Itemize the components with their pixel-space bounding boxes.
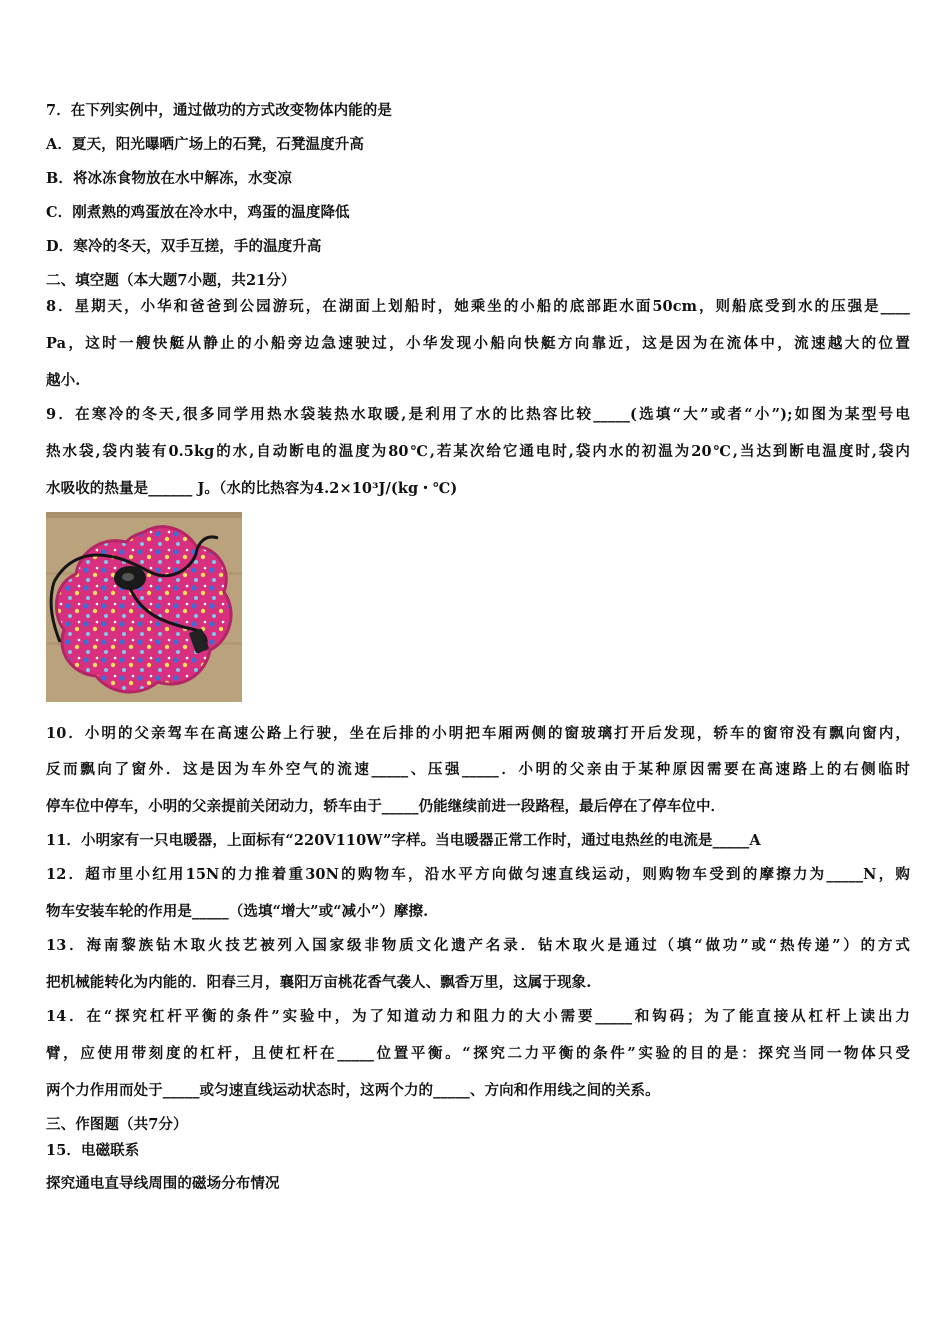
q12-line-2: 物车安装车轮的作用是_____（选填“增大”或“减小”）摩擦. bbox=[46, 903, 429, 920]
q7-option-c: C．刚煮熟的鸡蛋放在冷水中，鸡蛋的温度降低 bbox=[46, 204, 350, 221]
q13-line-1: 13．海南黎族钻木取火技艺被列入国家级非物质文化遗产名录．钻木取火是通过（填“做功”或“热传递”）的方式 bbox=[46, 937, 910, 954]
q14-line-1: 14．在“探究杠杆平衡的条件”实验中，为了知道动力和阻力的大小需要_____和钩码；为了能直接从杠杆上读出力 bbox=[46, 1008, 910, 1025]
q7-option-d: D．寒冷的冬天，双手互搓，手的温度升高 bbox=[46, 238, 322, 255]
q7-stem: 7．在下列实例中，通过做功的方式改变物体内能的是 bbox=[46, 102, 392, 119]
q9-line-2: 热水袋,袋内装有0.5kg的水,自动断电的温度为80℃,若某次给它通电时,袋内水的初温为20℃,当达到断电温度时,袋内 bbox=[46, 443, 910, 460]
q8-line-2: Pa，这时一艘快艇从静止的小船旁边急速驶过，小华发现小船向快艇方向靠近，这是因为在流体中，流速越大的位置 bbox=[46, 335, 910, 352]
hot-water-bag-photo bbox=[46, 512, 242, 702]
section-3-heading: 三、作图题（共7分） bbox=[46, 1116, 188, 1133]
q10-line-1: 10．小明的父亲驾车在高速公路上行驶，坐在后排的小明把车厢两侧的窗玻璃打开后发现，轿车的窗帘没有飘向窗内， bbox=[46, 725, 910, 742]
section-2-heading: 二、填空题（本大题7小题，共21分） bbox=[46, 272, 296, 289]
hot-water-bag-illustration bbox=[46, 512, 242, 702]
q10-line-2: 反而飘向了窗外．这是因为车外空气的流速_____、压强_____．小明的父亲由于某种原因需要在高速路上的右侧临时 bbox=[46, 761, 910, 778]
q8-line-1: 8．星期天，小华和爸爸到公园游玩，在湖面上划船时，她乘坐的小船的底部距水面50cm，则船底受到水的压强是____ bbox=[46, 298, 910, 315]
q9-line-1: 9．在寒冷的冬天,很多同学用热水袋装热水取暖,是利用了水的比热容比较_____(选填“大”或者“小”);如图为某型号电 bbox=[46, 406, 910, 423]
q12-line-1: 12．超市里小红用15N的力推着重30N的购物车，沿水平方向做匀速直线运动，则购物车受到的摩擦力为_____N，购 bbox=[46, 866, 910, 883]
q7-option-a: A．夏天，阳光曝晒广场上的石凳，石凳温度升高 bbox=[46, 136, 364, 153]
q7-option-b: B．将冰冻食物放在水中解冻，水变凉 bbox=[46, 170, 292, 187]
q14-line-3: 两个力作用而处于_____或匀速直线运动状态时，这两个力的_____、方向和作用线之间的关系。 bbox=[46, 1082, 660, 1099]
q15-stem: 15．电磁联系 bbox=[46, 1142, 140, 1159]
q13-line-2: 把机械能转化为内能的．阳春三月，襄阳万亩桃花香气袭人、飘香万里，这属于现象. bbox=[46, 974, 592, 991]
q10-line-3: 停车位中停车，小明的父亲提前关闭动力，轿车由于_____仍能继续前进一段路程，最后停在了停车位中． bbox=[46, 798, 726, 815]
q8-line-3: 越小. bbox=[46, 372, 81, 389]
q14-line-2: 臂，应使用带刻度的杠杆，且使杠杆在_____位置平衡。“探究二力平衡的条件”实验的目的是：探究当同一物体只受 bbox=[46, 1045, 910, 1062]
q11-text: 11．小明家有一只电暖器，上面标有“220V110W”字样。当电暖器正常工作时，通过电热丝的电流是_____A bbox=[46, 832, 761, 849]
q15-sub: 探究通电直导线周围的磁场分布情况 bbox=[46, 1175, 280, 1192]
q9-line-3: 水吸收的热量是______ J。（水的比热容为4.2×10³J/(kg・℃) bbox=[46, 480, 458, 497]
